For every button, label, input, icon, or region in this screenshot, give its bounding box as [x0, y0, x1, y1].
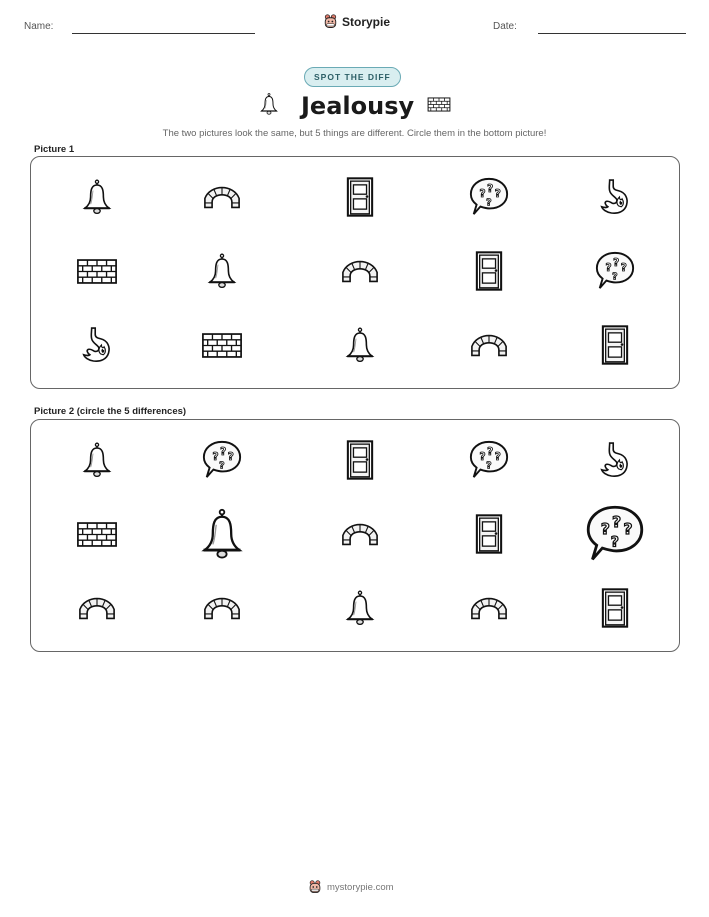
- picture-1-cell: [182, 309, 262, 381]
- bell-icon: [344, 322, 376, 368]
- picture-1-cell: [575, 309, 655, 381]
- date-line[interactable]: [538, 33, 686, 34]
- picture-1-label: Picture 1: [34, 144, 75, 155]
- picture-1-cell: [320, 161, 400, 233]
- storypie-logo-icon: [308, 880, 322, 894]
- arch-bridge-icon: [340, 258, 380, 285]
- arch-bridge-icon: [202, 184, 242, 211]
- picture-2-cell[interactable]: [320, 498, 400, 570]
- stomach-fire-icon: [81, 324, 113, 366]
- bell-icon: [81, 437, 113, 483]
- picture-1-cell: [182, 161, 262, 233]
- door-icon: [346, 438, 374, 482]
- picture-2-cell[interactable]: [575, 498, 655, 570]
- door-icon: [346, 175, 374, 219]
- stomach-fire-icon: [599, 439, 631, 481]
- picture-2-panel[interactable]: [30, 419, 680, 652]
- bell-icon: [259, 92, 279, 116]
- question-bubble-icon: [468, 176, 510, 218]
- picture-2-cell[interactable]: [57, 572, 137, 644]
- date-label: Date:: [493, 21, 517, 32]
- picture-1-cell: [449, 309, 529, 381]
- picture-1-cell: [182, 235, 262, 307]
- picture-2-cell[interactable]: [182, 424, 262, 496]
- picture-1-cell: [320, 309, 400, 381]
- bell-icon: [206, 248, 238, 294]
- storypie-logo-icon: [323, 14, 338, 29]
- arch-bridge-icon: [77, 595, 117, 622]
- picture-2-cell[interactable]: [320, 572, 400, 644]
- picture-1-cell: [575, 161, 655, 233]
- picture-1-cell: [57, 161, 137, 233]
- door-icon: [475, 512, 503, 556]
- brick-wall-icon: [427, 96, 451, 113]
- picture-1-cell: [449, 161, 529, 233]
- bell-icon: [81, 174, 113, 220]
- picture-2-cell[interactable]: [449, 572, 529, 644]
- picture-2-cell[interactable]: [182, 572, 262, 644]
- question-bubble-icon: [468, 439, 510, 481]
- door-icon: [601, 323, 629, 367]
- footer-site[interactable]: mystorypie.com: [327, 881, 394, 893]
- page-title: Jealousy: [301, 92, 415, 120]
- name-label: Name:: [24, 21, 54, 32]
- brick-wall-icon: [76, 257, 118, 286]
- question-bubble-large-icon: [584, 503, 646, 565]
- bell-large-icon: [199, 502, 245, 566]
- picture-2-label: Picture 2 (circle the 5 differences): [34, 406, 187, 417]
- arch-bridge-icon: [202, 595, 242, 622]
- picture-1-cell: [449, 235, 529, 307]
- arch-bridge-icon: [469, 595, 509, 622]
- picture-1-cell: [575, 235, 655, 307]
- instructions: The two pictures look the same, but 5 things are different. Circle them in the bottom picture!: [162, 128, 547, 139]
- picture-1-cell: [57, 235, 137, 307]
- bell-icon: [344, 585, 376, 631]
- arch-bridge-icon: [469, 332, 509, 359]
- door-icon: [601, 586, 629, 630]
- picture-1-panel: [30, 156, 680, 389]
- question-bubble-icon: [201, 439, 243, 481]
- picture-2-cell[interactable]: [182, 498, 262, 570]
- picture-2-cell[interactable]: [449, 424, 529, 496]
- picture-1-cell: [57, 309, 137, 381]
- picture-1-cell: [320, 235, 400, 307]
- question-bubble-icon: [594, 250, 636, 292]
- picture-2-cell[interactable]: [57, 498, 137, 570]
- spot-the-diff-badge: SPOT THE DIFF: [304, 67, 401, 87]
- picture-2-cell[interactable]: [57, 424, 137, 496]
- footer: [308, 880, 394, 894]
- door-icon: [475, 249, 503, 293]
- picture-2-cell[interactable]: [575, 572, 655, 644]
- stomach-fire-icon: [599, 176, 631, 218]
- picture-2-cell[interactable]: [575, 424, 655, 496]
- name-line[interactable]: [72, 33, 255, 34]
- storypie-brand: [323, 14, 390, 29]
- picture-2-cell[interactable]: [320, 424, 400, 496]
- brand-name: Storypie: [342, 14, 391, 29]
- brick-wall-icon: [201, 331, 243, 360]
- brick-wall-icon: [76, 520, 118, 549]
- arch-bridge-icon: [340, 521, 380, 548]
- picture-2-cell[interactable]: [449, 498, 529, 570]
